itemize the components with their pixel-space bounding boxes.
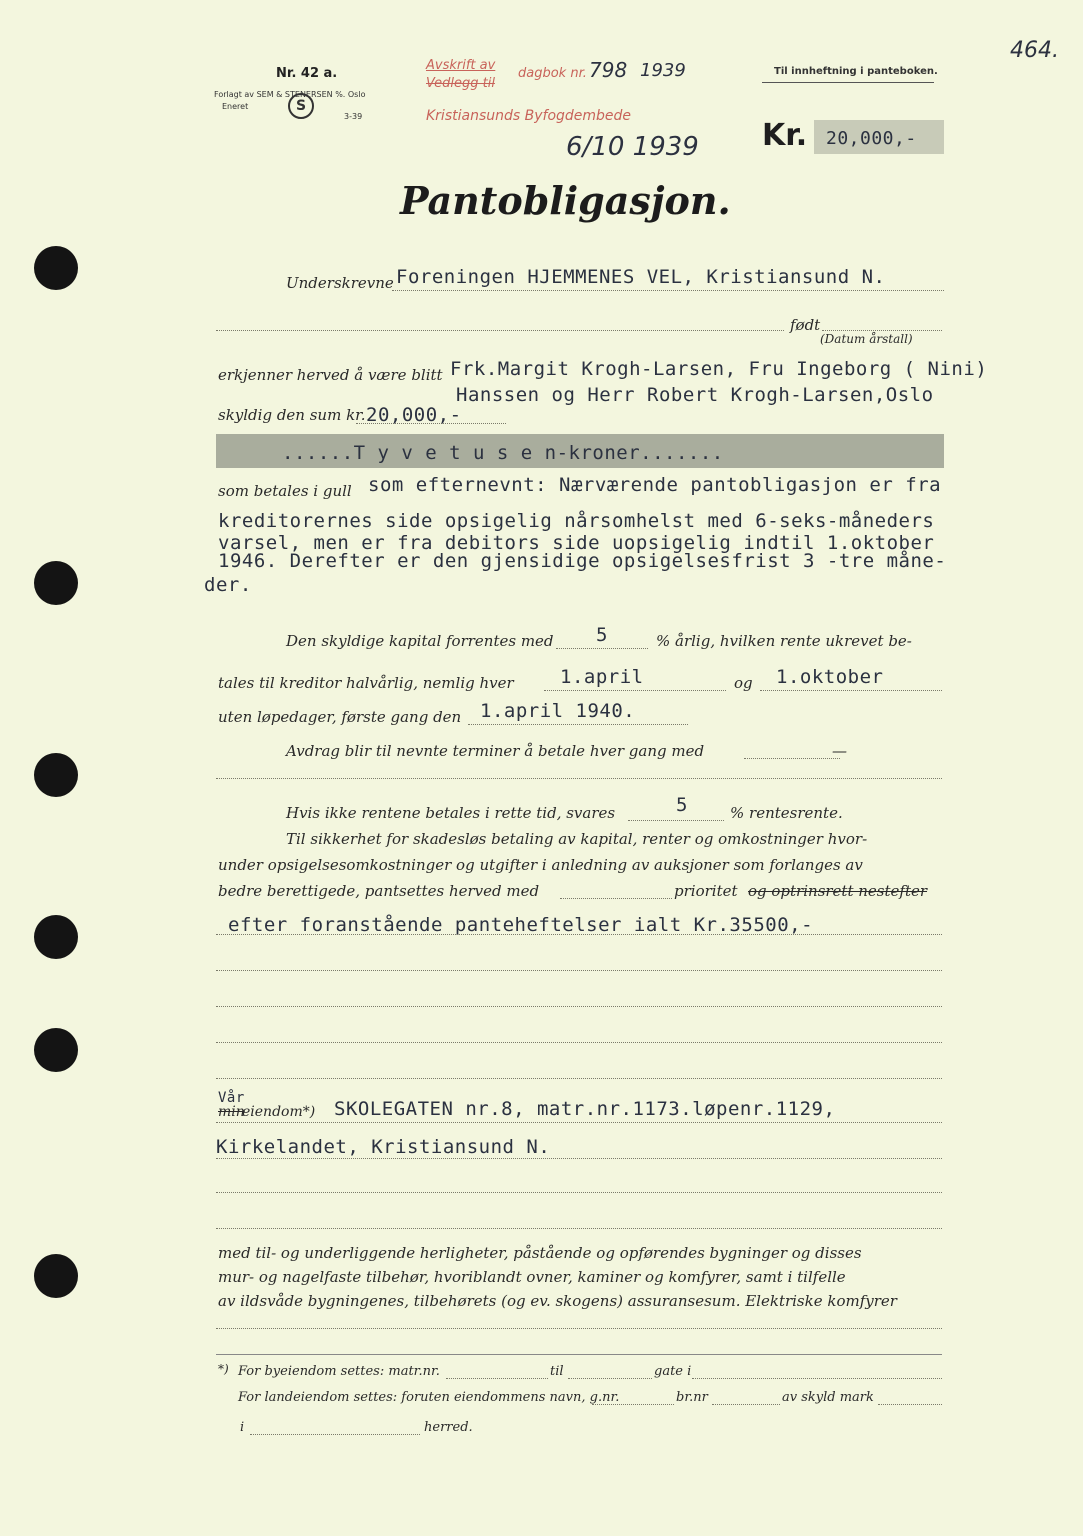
form-number: Nr. 42 a. xyxy=(276,66,338,81)
security-rule-4 xyxy=(216,1042,942,1043)
stamp-dagbok-label: dagbok nr. xyxy=(518,66,587,81)
property-label: eiendom*) xyxy=(242,1104,316,1120)
footnote-rural-rule-1 xyxy=(592,1404,674,1405)
security-line3: bedre berettigede, pantsettes herved med xyxy=(218,882,540,900)
footnote-i-rule xyxy=(250,1434,420,1435)
installments-rule xyxy=(744,758,840,759)
footnote-i: i xyxy=(240,1420,245,1435)
publisher: Forlagt av SEM & STENERSEN %. Oslo xyxy=(214,90,366,99)
footnote-rural-br: br.nr xyxy=(676,1390,708,1405)
security-line2: under opsigelsesomkostninger og utgifter i anledning av auksjoner som forlanges av xyxy=(218,856,863,874)
stamp-dagbok-number: 798 xyxy=(589,58,628,82)
installments-value: — xyxy=(832,742,847,760)
security-typed: efter foranstående panteheftelser ialt Kr.35500,- xyxy=(228,914,814,936)
born-rule xyxy=(216,330,784,331)
punch-hole-5 xyxy=(34,1028,78,1072)
first-date-rule xyxy=(468,724,688,725)
interest-og: og xyxy=(734,674,753,692)
appurtenances-line2: mur- og nagelfaste tilbehør, hvoriblandt ovner, kaminer og komfyrer, samt i tilfelle xyxy=(218,1268,846,1286)
footnote-rural-text: For landeiendom settes: foruten eiendommens navn, g.nr. xyxy=(238,1390,620,1405)
late-interest-rule xyxy=(628,820,724,821)
punch-hole-3 xyxy=(34,753,78,797)
born-value-rule xyxy=(822,330,942,331)
footnote-city-gate: gate i xyxy=(654,1364,692,1379)
footnote-divider xyxy=(216,1354,942,1355)
footnote-city-rule-1 xyxy=(446,1378,548,1379)
payment-line2: kreditorernes side opsigelig nårsomhelst med 6-seks-måneders xyxy=(218,510,935,532)
interest-text1: Den skyldige kapital forrentes med xyxy=(286,632,554,650)
document-title: Pantobligasjon. xyxy=(400,178,731,223)
interest-rate: 5 xyxy=(596,624,608,646)
property-rule-3 xyxy=(216,1192,942,1193)
born-label: født xyxy=(790,316,821,334)
interest-text4: uten løpedager, første gang den xyxy=(218,708,462,726)
property-line1: SKOLEGATEN nr.8, matr.nr.1173.løpenr.1129, xyxy=(334,1098,836,1120)
security-line3c: og optrinsrett nestefter xyxy=(748,882,928,900)
undersigned-value: Foreningen HJEMMENES VEL, Kristiansund N. xyxy=(396,266,886,288)
appurtenances-line3: av ildsvåde bygningenes, tilbehørets (og ev. skogens) assuransesum. Elektriske komfyrer xyxy=(218,1292,897,1310)
security-line1: Til sikkerhet for skadesløs betaling av kapital, renter og omkostninger hvor- xyxy=(286,830,868,848)
creditors-line2: Hanssen og Herr Robert Krogh-Larsen,Oslo xyxy=(456,384,934,406)
sum-value: 20,000,- xyxy=(366,404,462,426)
publisher-logo: S xyxy=(288,93,314,119)
security-rule-5 xyxy=(216,1078,942,1079)
page-number: 464. xyxy=(1010,38,1059,63)
interest-text2: % årlig, hvilken rente ukrevet be- xyxy=(656,632,912,650)
property-rule-4 xyxy=(216,1228,942,1229)
property-prefix-handwritten: Vår xyxy=(218,1090,245,1106)
stamp-year: 1939 xyxy=(640,60,686,81)
payment-line5: der. xyxy=(204,574,252,596)
sum-label: skyldig den sum kr. xyxy=(218,406,366,424)
property-line2: Kirkelandet, Kristiansund N. xyxy=(216,1136,551,1158)
property-rule-1 xyxy=(216,1122,942,1123)
undersigned-rule xyxy=(392,290,944,291)
security-rule-1 xyxy=(216,934,942,935)
footnote-herred: herred. xyxy=(424,1420,473,1435)
security-line3b: prioritet xyxy=(674,882,738,900)
payment-line3: varsel, men er fra debitors side uopsigelig indtil 1.oktober xyxy=(218,532,935,554)
stamp-office: Kristiansunds Byfogdembede xyxy=(426,108,632,124)
publisher-date: 3-39 xyxy=(344,112,363,121)
footnote-city-text: For byeiendom settes: matr.nr. xyxy=(238,1364,440,1379)
interest-rate-rule xyxy=(556,648,648,649)
footnote-city-rule-3 xyxy=(692,1378,942,1379)
interest-date2-rule xyxy=(760,690,942,691)
stamp-attachment: Vedlegg til xyxy=(426,76,495,91)
installments-rule-2 xyxy=(216,778,942,779)
stamp-date: 6/10 1939 xyxy=(566,132,699,162)
property-prefix-struck: min xyxy=(218,1104,245,1120)
stamp-copy-of: Avskrift av xyxy=(426,58,496,73)
amount-value: 20,000,- xyxy=(826,128,917,149)
creditors-line1: Frk.Margit Krogh-Larsen, Fru Ingeborg ( Nini) xyxy=(450,358,988,380)
punch-hole-2 xyxy=(34,561,78,605)
footnote-city-til: til xyxy=(550,1364,564,1379)
footnote-rural-rule-2 xyxy=(712,1404,780,1405)
appurtenances-line1: med til- og underliggende herligheter, påstående og opførendes bygninger og disses xyxy=(218,1244,862,1262)
late-interest-text2: % rentesrente. xyxy=(730,804,843,822)
interest-text3: tales til kreditor halvårlig, nemlig hver xyxy=(218,674,514,692)
creditors-label: erkjenner herved å være blitt xyxy=(218,366,443,384)
installments-text: Avdrag blir til nevnte terminer å betale hver gang med xyxy=(286,742,705,760)
appurtenances-rule xyxy=(216,1328,942,1329)
payment-label: som betales i gull xyxy=(218,482,352,500)
binding-note-rule xyxy=(762,82,934,83)
publisher-rights: Eneret xyxy=(222,102,249,111)
property-rule-2 xyxy=(216,1158,942,1159)
security-rule-2 xyxy=(216,970,942,971)
punch-hole-6 xyxy=(34,1254,78,1298)
footnote-city-rule-2 xyxy=(568,1378,652,1379)
punch-hole-1 xyxy=(34,246,78,290)
interest-date2: 1.oktober xyxy=(776,666,884,688)
binding-note: Til innheftning i panteboken. xyxy=(774,66,938,77)
sum-in-words: ......T y v e t u s e n-kroner....... xyxy=(282,442,724,464)
footnote-rural-skyld: av skyld mark xyxy=(782,1390,874,1405)
priority-rule xyxy=(560,898,672,899)
late-interest-rate: 5 xyxy=(676,794,688,816)
security-rule-3 xyxy=(216,1006,942,1007)
amount-label: Kr. xyxy=(762,118,808,153)
footnote-star: *) xyxy=(218,1362,229,1376)
undersigned-label: Underskrevne xyxy=(286,274,394,292)
interest-date1-rule xyxy=(544,690,726,691)
punch-hole-4 xyxy=(34,915,78,959)
payment-line4: 1946. Derefter er den gjensidige opsigelsesfrist 3 -tre måne- xyxy=(218,550,947,572)
interest-date1: 1.april xyxy=(560,666,644,688)
first-date: 1.april 1940. xyxy=(480,700,636,722)
payment-line1: som efternevnt: Nærværende pantobligasjon er fra xyxy=(368,474,942,496)
footnote-rural-rule-3 xyxy=(878,1404,942,1405)
born-hint: (Datum årstall) xyxy=(820,332,913,346)
late-interest-text1: Hvis ikke rentene betales i rette tid, svares xyxy=(286,804,616,822)
